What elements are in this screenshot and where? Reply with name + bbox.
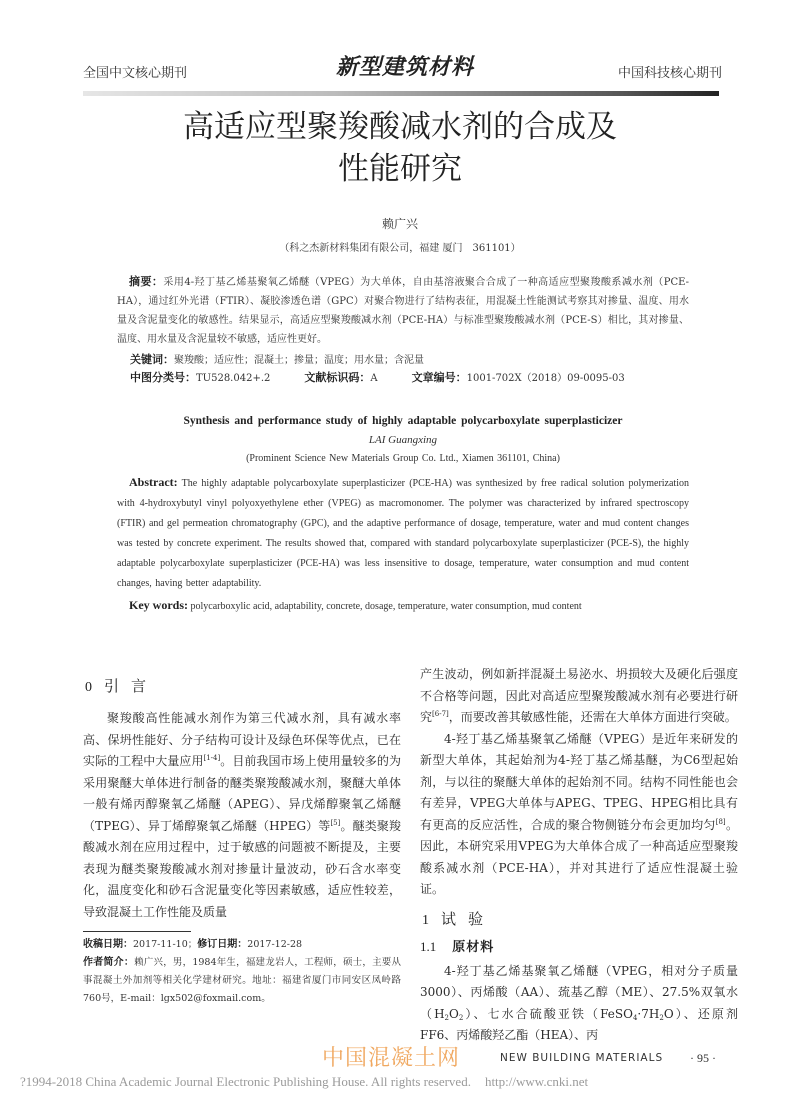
paper-title-line1: 高适应型聚羧酸减水剂的合成及 [183,109,617,145]
paper-title-line2: 性能研究 [338,151,462,187]
citation-1-4[interactable]: [1-4] [203,754,221,762]
subscript: 2 [444,1013,450,1022]
intro-text-c: 。醚类聚羧酸减水剂在应用过程中，过于敏感的问题被不断提及，主要表现为醚类聚羧酸减水剂对掺量计量波动，砂石含水率变化，温度变化和砂石含泥量变化等因素敏感，适应性较差，导致混凝土工作性能及质量 [83,818,401,919]
section-0-title: 引言 [104,677,159,695]
article-number-value: 1001-702X（2018）09-0095-03 [466,373,625,384]
intro-p2-text-a: 4-羟丁基乙烯基聚氧乙烯醚（VPEG）是近年来研发的新型大单体，其起始剂为4-羟丁基乙烯基醚，为C6型起始剂，与以往的聚醚大单体的起始剂不同。结构不同性能也会有差异，VPEG大单体与APEG、TPEG、HPEG相比具有有更高的反应活性，合成的聚合物侧链分布会更加均匀 [420,731,738,832]
materials-text-a: 4-羟丁基乙烯基聚氧乙烯醚（VPEG，相对分子质量3000）、丙烯酸（AA）、巯基乙醇（ME）、27.5%双氧水（H [420,963,738,1021]
intro-continuation [420,664,738,729]
citation-5[interactable]: [5] [330,818,341,827]
english-front-matter [117,412,689,616]
abstract-cn-text: 采用4-羟丁基乙烯基聚氧乙烯醚（VPEG）为大单体，自由基溶液聚合合成了一种高适应型聚羧酸系减水剂（PCE-HA），通过红外光谱（FTIR）、凝胶渗透色谱（GPC）对聚合物进行了结构表征，用混凝土性能测试考察其对掺量、温度、用水量及含泥量变化的敏感性。结果显示，高适应型聚羧酸减水剂（PCE-HA）与标准型聚羧酸减水剂（PCE-S）相比，其对掺量、温度、用水量及含泥量较不敏感，适应性更好。 [117,277,690,345]
abstract-en [117,472,689,594]
doc-code-label: 文献标识码： [304,371,371,384]
received-label: 收稿日期： [83,939,133,950]
affiliation-cn: （科之杰新材料集团有限公司，福建 厦门 361101） [279,243,521,254]
copyright-line [20,1074,780,1090]
cnki-link[interactable]: http://www.cnki.net [484,1073,589,1089]
materials-body [420,961,738,1047]
section-0-number: 0 [85,680,92,695]
received-value: 2017-11-10； [133,939,198,950]
footnote-bio [83,954,401,1008]
front-matter [117,272,689,616]
materials-text-d: ·7H [637,1006,660,1021]
section-1-heading [422,909,495,931]
citation-6-7[interactable]: [6-7] [432,710,449,718]
section-1-1-number: 1.1 [420,938,437,954]
section-1-1-title: 原材料 [452,939,495,955]
watermark-logo: 中国混凝土网 [322,1045,461,1071]
copyright-text: ?1994-2018 China Academic Journal Electronic Publishing House. All rights reserved. [20,1073,471,1089]
header-right-label: 中国科技核心期刊 [617,66,722,81]
paper-title-en: Synthesis and performance study of highly adaptable polycarboxylate superplasticizer [183,415,623,427]
keywords-en [117,596,689,616]
article-number [412,369,625,388]
subscript: 4 [632,1013,638,1022]
author-en: LAI Guangxing [368,434,438,446]
bio-text: 赖广兴，男，1984年生，福建龙岩人，工程师，硕士，主要从事混凝土外加剂等相关化学建材研究。地址：福建省厦门市同安区凤岭路760号，E-mail：lgx502@foxmail.com。 [83,957,402,1004]
clc-code [130,369,270,388]
header-left-label: 全国中文核心期刊 [83,66,188,81]
subscript: 2 [659,1013,664,1022]
bio-label: 作者简介： [83,957,135,968]
intro-cont-text-b: ，而要改善其敏感性能，还需在大单体方面进行突破。 [448,710,737,724]
materials-text-e: O）、还原剂FF6、丙烯酸羟乙酯（HEA）、丙 [420,1006,739,1042]
keywords-en-label: Key words: [129,598,188,612]
subscript: 2 [458,1013,464,1022]
intro-paragraph-1 [83,708,401,923]
footnote-dates [83,936,401,954]
intro-text-b: 。目前我国市场上使用量较多的为采用聚醚大单体进行制备的醚类聚羧酸减水剂，聚醚大单体一般有烯丙醇聚氧乙烯醚（APEG）、异戊烯醇聚氧乙烯醚（TPEG）、异丁烯醇聚氧乙烯醚（HPEG）等 [83,754,401,833]
intro-p2-text-b: 。因此，本研究采用VPEG为大单体合成了一种高适应型聚羧酸系减水剂（PCE-HA），并对其进行了适应性混凝土验证。 [420,817,738,896]
citation-8[interactable]: [8] [715,817,726,826]
affiliation-en: (Prominent Science New Materials Group Co. Ltd., Xiamen 361101, China) [246,453,560,464]
materials-text-b: O [449,1006,459,1021]
header-gradient-rule [83,91,719,96]
footnote [83,936,401,1008]
keywords-cn-text: 聚羧酸；适应性；混凝土；掺量；温度；用水量；含泥量 [174,355,424,366]
materials-paragraph [420,961,738,1047]
doc-code-value: A [370,373,378,384]
revised-label: 修订日期： [197,939,248,950]
abstract-cn [117,272,689,349]
revised-value: 2017-12-28 [247,939,303,950]
materials-text-c: ）、七水合硫酸亚铁（FeSO [463,1006,633,1021]
keywords-cn [117,351,689,369]
abstract-cn-label: 摘要： [129,275,164,288]
clc-label: 中图分类号： [130,371,196,384]
section-1-title: 试验 [441,909,496,928]
section-1-1-heading [420,937,494,957]
keywords-en-text: polycarboxylic acid, adaptability, concrete, dosage, temperature, water consumption, mud content [190,601,582,612]
left-column-body [83,708,401,923]
section-0-heading [85,676,158,698]
keywords-cn-label: 关键词： [130,353,174,366]
footnote-divider [83,931,191,932]
doc-code [304,369,377,388]
page-number: · 95 · [690,1050,716,1065]
journal-masthead-logo: 新型建筑材料 [335,54,474,80]
abstract-en-text: The highly adaptable polycarboxylate superplasticizer (PCE-HA) was synthesized by free radical solution polymerization with 4-hydroxybutyl vinyl polyoxyethylene ether (VPEG) as macromonomer. The polymer was characterized by infrared spectroscopy (FTIR) and gel permeation chromatography (GPC), and the adaptive performance of dosage, temperature, water and mud content changes was tested by concrete experiment. The results showed that, compared with standard polycarboxylate superplasticizer (PCE-S), the highly adaptable polycarboxylate superplasticizer (PCE-HA) was less insensitive to dosage, temperature, water consumption and mud content changes, having better adaptability. [117,478,689,589]
right-column-body [420,664,738,901]
classification-row [117,369,689,388]
author-cn: 赖广兴 [381,217,418,231]
intro-cont-text-a: 产生波动，例如新拌混凝土易泌水、坍损较大及硬化后强度不合格等问题，因此对高适应型聚羧酸减水剂有必要进行研究 [420,667,738,724]
intro-paragraph-2 [420,729,738,901]
intro-text-a: 聚羧酸高性能减水剂作为第三代减水剂，具有减水率高、保坍性能好、分子结构可设计及绿色环保等优点，已在实际的工程中大量应用 [83,711,401,768]
abstract-en-label: Abstract: [129,475,178,489]
paper-title-cn [0,106,800,190]
article-number-label: 文章编号： [411,371,467,384]
section-1-number: 1 [422,912,429,928]
clc-value: TU528.042+.2 [196,373,271,384]
journal-name-en: NEW BUILDING MATERIALS [500,1051,664,1064]
